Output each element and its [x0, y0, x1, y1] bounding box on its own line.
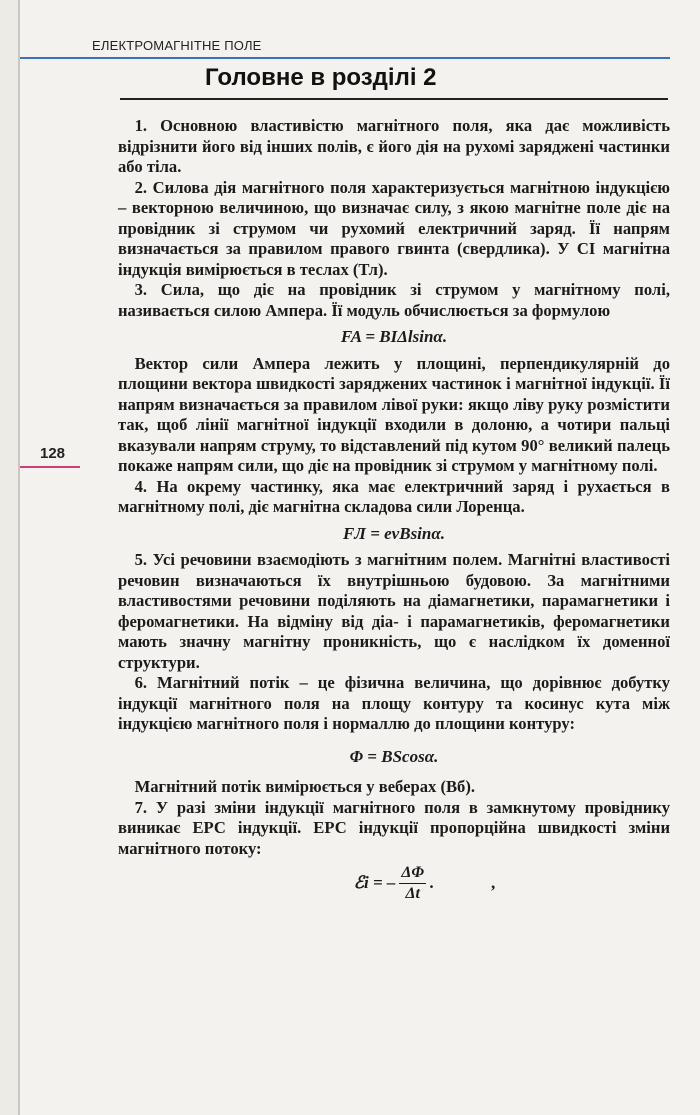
page-spine [18, 0, 20, 1115]
lorentz-force-formula: FЛ = evBsinα. [342, 523, 446, 543]
magnetic-flux-formula: Φ = BScosα. [349, 746, 439, 766]
stray-mark: , [491, 873, 496, 892]
point-4: 4. На окрему частинку, яка має електричний заряд і рухається в магнітному полі, діє магнітна складова сили Лоренца. [118, 476, 670, 516]
emf-numerator: ΔΦ [399, 863, 426, 884]
emf-period: . [430, 873, 435, 893]
running-header: ЕЛЕКТРОМАГНІТНЕ ПОЛЕ [92, 38, 262, 53]
header-rule [20, 57, 670, 59]
point-6: 6. Магнітний потік – це фізична величина, що дорівнює добутку індукції магнітного поля на площу контуру та косинус кута між індукцією магнітного поля і нормаллю до площини контуру: [118, 673, 670, 733]
emf-left: ℰi = – [353, 873, 396, 893]
page-number: 128 [40, 445, 66, 462]
point-3: 3. Сила, що діє на провідник зі струмом у магнітному полі, називається силою Ампера. Її модуль обчислюється за формулою [118, 280, 670, 320]
point-6-continued: Магнітний потік вимірюється у веберах (Вб). [134, 777, 476, 796]
point-1: 1. Основною властивістю магнітного поля, яка дає можливість відрізнити його від інших полів, є його дія на рухомі заряджені частинки або тіла. [118, 116, 670, 176]
emf-formula [118, 863, 670, 911]
page-number-marker [20, 466, 80, 468]
point-3-continued: Вектор сили Ампера лежить у площині, перпендикулярній до площини вектора швидкості заряджених частинок і магнітної індукції. Її напрям визначається за правилом лівої руки: якщо ліву руку розмістити так, щоб лінії магнітної індукції входили в долоню, а чотири пальці вказували напрям струму, то відставлений під кутом 90° великий палець покаже напрям сили, що діє на провідник зі струмом у магнітному полі. [118, 353, 670, 475]
summary-body [118, 116, 670, 911]
ampere-force-formula: FA = BIΔlsinα. [340, 327, 448, 346]
point-5: 5. Усі речовини взаємодіють з магнітним полем. Магнітні властивості речовин визначаються їх внутрішньою будовою. За магнітними властивостями речовини поділяють на діамагнетики, парамагнетики і феромагнетики. На відміну від діа- і парамагнетиків, феромагнетики мають значну магнітну проникність, що є наслідком їх доменної структури. [118, 550, 670, 672]
title-underline [120, 98, 668, 100]
point-2: 2. Силова дія магнітного поля характеризується магнітною індукцією – векторною величиною, що визначає силу, з якою магнітне поле діє на провідник зі струмом чи рухомий електричний заряд. Її напрям визначається за правилом правого гвинта (свердлика). У СІ магнітна індукція вимірюється в теслах (Тл). [118, 177, 670, 279]
chapter-summary-title: Головне в розділі 2 [205, 64, 437, 91]
emf-denominator: Δt [405, 885, 420, 902]
emf-fraction [399, 863, 426, 904]
point-7: 7. У разі зміни індукції магнітного поля в замкнутому провіднику виникає ЕРС індукції. ЕРС індукції пропорційна швидкості зміни магнітного потоку: [118, 797, 670, 858]
